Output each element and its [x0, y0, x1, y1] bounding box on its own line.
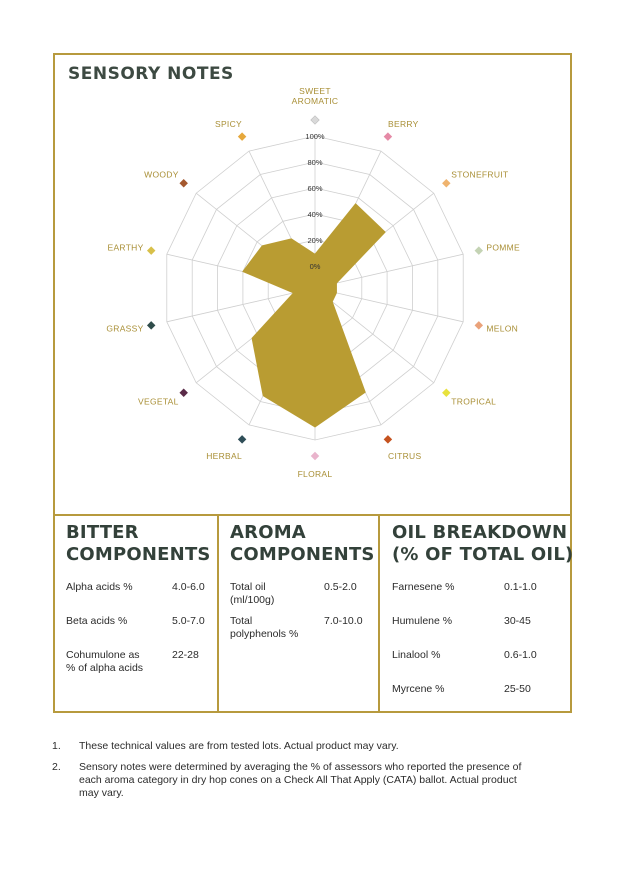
- oil-row-label: Farnesene %: [392, 581, 455, 593]
- aroma-row-value: 0.5-2.0: [324, 581, 357, 593]
- axis-label: STONEFRUIT: [451, 169, 509, 180]
- axis-marker: [384, 132, 392, 140]
- tick-label: 100%: [305, 132, 325, 141]
- aroma-components-section: [230, 522, 375, 566]
- footnote: [52, 761, 522, 800]
- bitter-row-value: 4.0-6.0: [172, 581, 205, 593]
- axis-marker: [475, 321, 483, 329]
- footnote-text: These technical values are from tested lots. Actual product may vary.: [79, 740, 399, 752]
- axis-label: FLORAL: [297, 469, 333, 479]
- tick-label: 80%: [307, 158, 323, 167]
- divider-horizontal: [55, 514, 570, 516]
- bitter-row-value: 5.0-7.0: [172, 615, 205, 627]
- aroma-row-label-line2: polyphenols %: [230, 628, 299, 640]
- axis-marker: [384, 435, 392, 443]
- axis-label: EARTHY: [107, 242, 144, 253]
- axis-marker: [238, 132, 246, 140]
- aroma-row-label: [230, 615, 298, 641]
- axis-marker: [179, 388, 187, 396]
- axis-marker: [442, 179, 450, 187]
- divider-vertical-2: [378, 516, 380, 711]
- bitter-title-line2: COMPONENTS: [66, 544, 211, 565]
- sensory-notes-title: SENSORY NOTES: [68, 64, 234, 84]
- footnote-number: 1.: [52, 740, 61, 752]
- axis-label: CITRUS: [388, 451, 422, 461]
- oil-row-label: Myrcene %: [392, 683, 445, 695]
- sensory-radar-chart: [55, 86, 575, 505]
- oil-title-line2: (% OF TOTAL OIL): [392, 544, 574, 565]
- oil-row-label: Humulene %: [392, 615, 453, 627]
- aroma-title-line1: AROMA: [230, 522, 306, 543]
- axis-label: POMME: [486, 242, 521, 253]
- bitter-row-value: 22-28: [172, 649, 199, 661]
- bitter-row-label-line1: Cohumulone as: [66, 649, 140, 661]
- axis-label: GRASSY: [106, 323, 144, 334]
- footnotes: [52, 740, 522, 808]
- tick-label: 60%: [307, 184, 323, 193]
- aroma-row-label-line1: Total: [230, 615, 253, 627]
- oil-title: [392, 522, 573, 566]
- axis-label: WOODY: [144, 169, 179, 180]
- aroma-row-label-line2: (ml/100g): [230, 594, 275, 606]
- axis-marker: [179, 179, 187, 187]
- axis-marker: [238, 435, 246, 443]
- oil-breakdown-section: [392, 522, 573, 566]
- oil-row-value: 0.6-1.0: [504, 649, 537, 661]
- axis-marker: [475, 246, 483, 254]
- axis-label: HERBAL: [206, 451, 242, 461]
- footnote: [52, 740, 522, 753]
- oil-row-value: 0.1-1.0: [504, 581, 537, 593]
- axis-label: AROMATIC: [291, 96, 339, 106]
- bitter-components-section: [66, 522, 211, 566]
- axis-marker: [147, 246, 155, 254]
- axis-label: MELON: [486, 323, 519, 334]
- bitter-title: [66, 522, 211, 566]
- axis-label: SWEET: [299, 86, 331, 96]
- tick-label: 0%: [309, 262, 321, 271]
- axis-marker: [311, 116, 319, 124]
- tick-label: 40%: [307, 210, 323, 219]
- axis-marker: [311, 452, 319, 460]
- aroma-row-label: [230, 581, 274, 607]
- grid-spoke: [336, 293, 463, 322]
- bitter-row-label: Alpha acids %: [66, 581, 133, 593]
- oil-title-line1: OIL BREAKDOWN: [392, 522, 568, 543]
- oil-row-label: Linalool %: [392, 649, 441, 661]
- footnote-number: 2.: [52, 761, 61, 773]
- aroma-row-value: 7.0-10.0: [324, 615, 363, 627]
- aroma-row-label-line1: Total oil: [230, 581, 266, 593]
- aroma-title: [230, 522, 375, 566]
- tick-label: 20%: [307, 236, 323, 245]
- footnote-text: Sensory notes were determined by averaging the % of assessors who reported the presence of each aroma category in dry hop cones on a Check All That Apply (CATA) ballot. Actual product may vary.: [79, 761, 522, 799]
- axis-label: TROPICAL: [451, 396, 497, 407]
- divider-vertical-1: [217, 516, 219, 711]
- bitter-row-label: Beta acids %: [66, 615, 128, 627]
- axis-label: SPICY: [214, 119, 242, 129]
- oil-row-value: 30-45: [504, 615, 531, 627]
- oil-row-value: 25-50: [504, 683, 531, 695]
- axis-marker: [442, 388, 450, 396]
- bitter-row-label: [66, 649, 143, 675]
- axis-marker: [147, 321, 155, 329]
- axis-label: VEGETAL: [138, 396, 179, 407]
- aroma-title-line2: COMPONENTS: [230, 544, 375, 565]
- axis-label: BERRY: [388, 119, 419, 129]
- bitter-title-line1: BITTER: [66, 522, 139, 543]
- bitter-row-label-line2: % of alpha acids: [66, 662, 144, 674]
